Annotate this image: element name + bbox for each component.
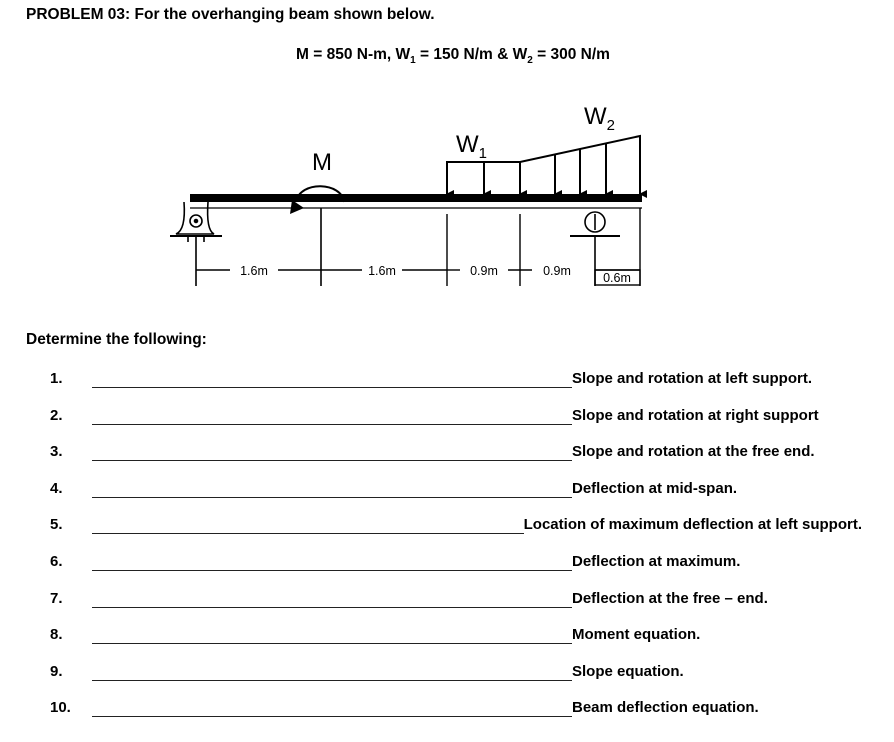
- dimension-label: 1.6m: [368, 264, 396, 278]
- answer-blank: [92, 643, 572, 644]
- answer-blank: [92, 570, 572, 571]
- question-item: [0, 626, 894, 650]
- moment-label: M: [312, 149, 332, 176]
- question-number: 2.: [50, 406, 63, 424]
- w2-label: $W_2$: [584, 103, 615, 134]
- question-number: 6.: [50, 553, 63, 570]
- question-number: 9.: [50, 662, 63, 680]
- question-number: 10.: [50, 699, 71, 717]
- question-item: [0, 407, 894, 431]
- given-w1-subscript: 1: [410, 55, 416, 67]
- question-number: 4.: [50, 479, 63, 497]
- question-text: Location of maximum deflection at left support.: [523, 516, 862, 534]
- question-item: [0, 699, 894, 723]
- given-w1: = 150 N/m & W: [415, 46, 528, 63]
- question-text: Slope equation.: [572, 662, 684, 680]
- left-pin-support: [170, 202, 222, 286]
- question-text: Slope and rotation at the free end.: [572, 443, 815, 461]
- answer-blank: [92, 607, 572, 608]
- given-values: [0, 46, 894, 66]
- answer-blank: [92, 716, 572, 717]
- question-text: Deflection at mid-span.: [572, 479, 738, 497]
- question-text: Slope and rotation at right support: [572, 406, 819, 424]
- question-text: Deflection at the free – end.: [572, 589, 768, 607]
- dimension-label: 1.6m: [240, 264, 268, 278]
- dimension-label: 0.9m: [470, 264, 498, 278]
- question-number: 8.: [50, 626, 63, 644]
- given-w2: = 300 N/m: [532, 46, 610, 63]
- beam-diagram: [0, 90, 894, 320]
- question-item: [0, 553, 894, 577]
- question-number: 7.: [50, 589, 63, 607]
- question-item: [0, 663, 894, 687]
- w1-label: $W_1$: [456, 131, 487, 162]
- given-w2-subscript: 2: [527, 55, 533, 67]
- determine-heading: Determine the following:: [26, 331, 207, 348]
- answer-blank: [92, 533, 524, 534]
- question-number: 1.: [50, 370, 63, 387]
- problem-title: PROBLEM 03: For the overhanging beam shown below.: [26, 6, 435, 23]
- answer-blank: [92, 497, 572, 498]
- applied-moment: [290, 149, 344, 286]
- question-item: [0, 480, 894, 504]
- question-number: 3.: [50, 443, 63, 461]
- answer-blank: [92, 387, 572, 388]
- dimension-label: 0.9m: [543, 264, 571, 278]
- dimension-label: 0.6m: [603, 271, 631, 285]
- question-text: Deflection at maximum.: [572, 553, 741, 570]
- question-text: Beam deflection equation.: [572, 699, 759, 717]
- question-text: Moment equation.: [572, 626, 701, 644]
- answer-blank: [92, 460, 572, 461]
- answer-blank: [92, 424, 572, 425]
- beam: [190, 194, 642, 208]
- question-item: [0, 370, 894, 394]
- question-item: [0, 516, 894, 540]
- question-text: Slope and rotation at left support.: [572, 370, 812, 387]
- question-number: 5.: [50, 516, 63, 534]
- given-m: M = 850 N-m, W: [296, 46, 411, 63]
- question-item: [0, 590, 894, 614]
- question-item: [0, 443, 894, 467]
- answer-blank: [92, 680, 572, 681]
